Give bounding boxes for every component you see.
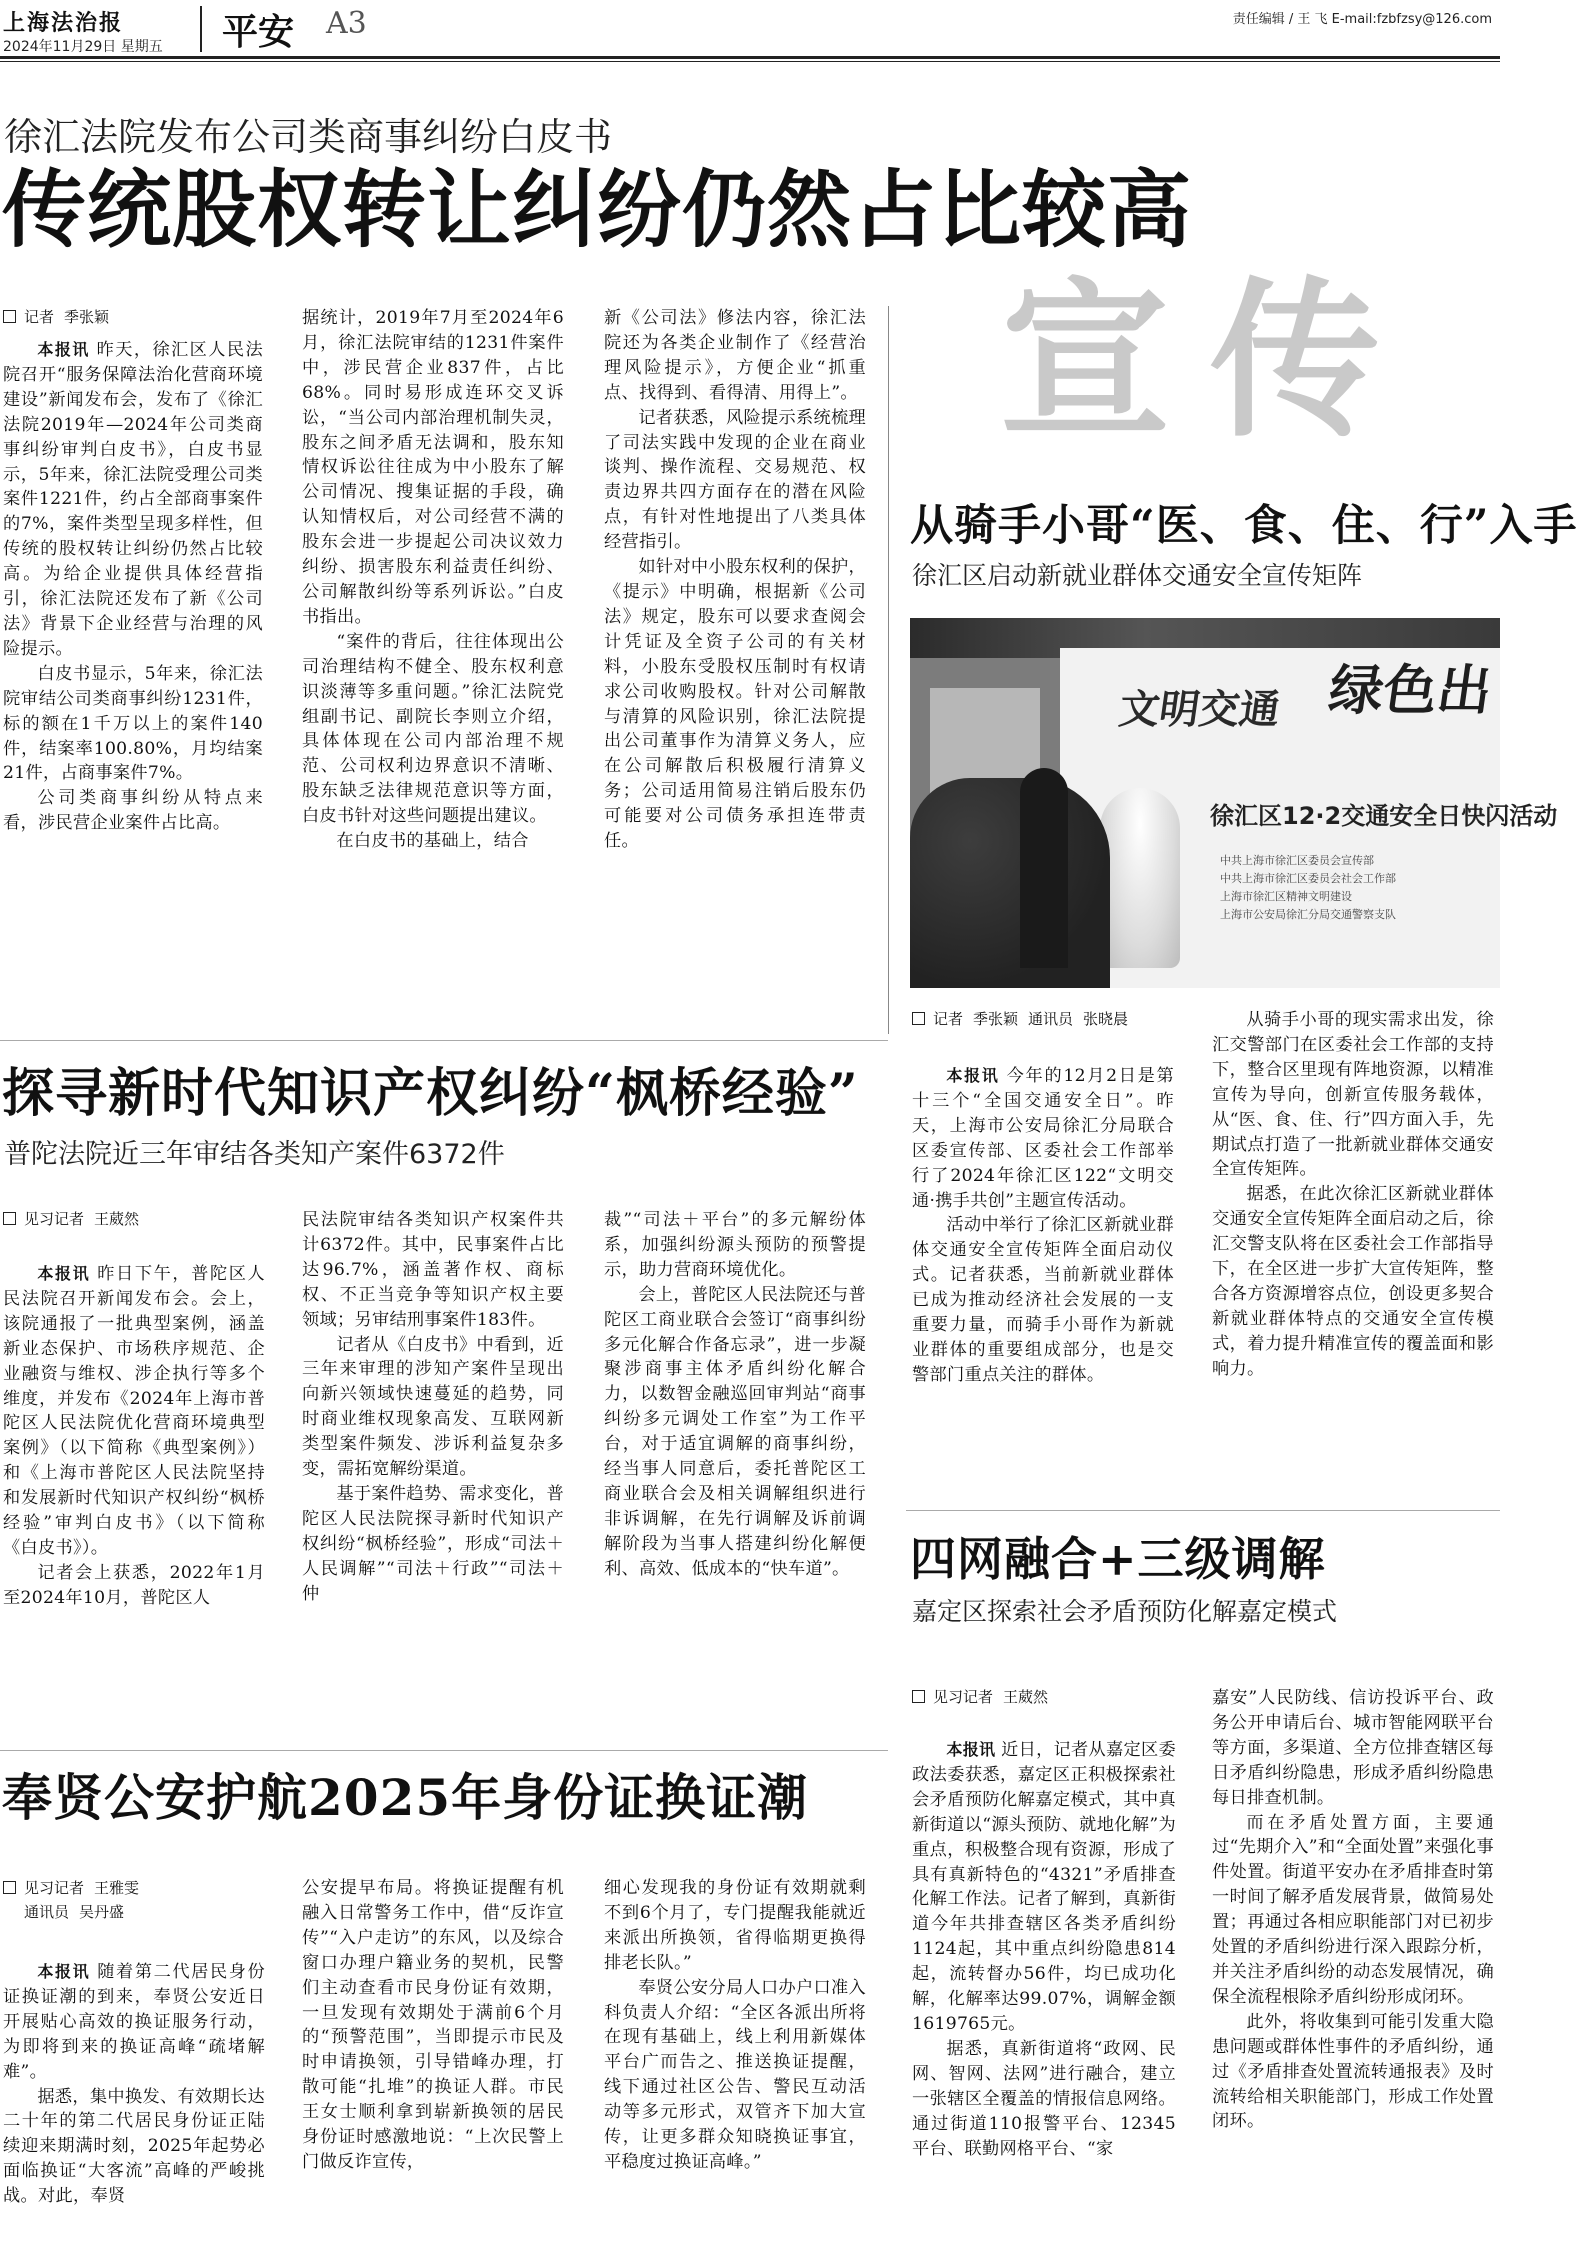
article1-col2 <box>302 306 564 854</box>
paragraph: 记者会上获悉，2022年1月至2024年10月，普陀区人 <box>3 1562 265 1608</box>
paragraph: 奉贤公安分局人口办户口准入科负责人介绍：“全区各派出所将在现有基础上，线上利用新媒体平台广而告之、推送换证提醒，线下通过社区公告、警民互动活动等多元形式，双管齐下加大宣传，让更多群众知晓换证事宜，平稳度过换证高峰。” <box>604 1977 866 2172</box>
byline-box-icon <box>3 310 16 323</box>
paragraph: 据悉，真新街道将“政网、民网、智网、法网”进行融合，建立一张辖区全覆盖的情报信息网络。通过街道110报警平台、12345平台、联勤网格平台、“家 <box>912 2038 1176 2159</box>
byline-label: 见习记者 <box>24 1879 85 1897</box>
masthead-rule <box>0 56 1500 59</box>
paragraph: 基于案件趋势、需求变化，普陀区人民法院探寻新时代知识产权纠纷“枫桥经验”，形成“司法＋人民调解”“司法＋行政”“司法＋仲 <box>302 1483 564 1604</box>
section-rule <box>906 1510 1500 1511</box>
byline-label: 记者 <box>24 308 55 326</box>
photo-people-group <box>910 778 1110 988</box>
byline-name-2: 张晓晨 <box>1083 1010 1129 1028</box>
masthead-page: A3 <box>326 6 367 41</box>
article4-col2 <box>1212 1686 1494 2134</box>
article1-col3 <box>604 306 866 854</box>
organizer-line: 上海市徐汇区精神文明建设 <box>1220 890 1352 903</box>
article4-col1 <box>912 1738 1176 2161</box>
paragraph: 从骑手小哥的现实需求出发，徐汇交警部门在区委社会工作部的支持下，整合区里现有阵地资源，以精准宣传为导向，创新宣传服务载体，从“医、食、住、行”四方面入手，先期试点打造了一批新就业群体交通安全宣传矩阵。 <box>1212 1010 1494 1180</box>
lead-label: 本报讯 <box>37 340 90 359</box>
article2-title: 从骑手小哥“医、食、住、行”入手 <box>910 501 1577 551</box>
paragraph: 嘉安”人民防线、信访投诉平台、政务公开申请后台、城市智能网联平台等方面，多渠道、全方位排查辖区每日矛盾纠纷隐患，形成矛盾纠纷隐患每日排查机制。 <box>1212 1688 1494 1808</box>
paragraph: 民法院审结各类知识产权案件共计6372件。其中，民事案件占比达96.7%，涵盖著作权、商标权、不正当竞争等知识产权主要领域；另审结刑事案件183件。 <box>302 1210 564 1330</box>
article3-subtitle: 普陀法院近三年审结各类知产案件6372件 <box>4 1139 505 1170</box>
paragraph: 据悉，在此次徐汇区新就业群体交通安全宣传矩阵全面启动之后，徐汇交警支队将在区委社会工作部指导下，在全区进一步扩大宣传矩阵，整合各方资源增容点位，创设更多契合新就业群体特点的交通安全宣传模式，着力提升精准宣传的覆盖面和影响力。 <box>1212 1184 1494 1379</box>
paragraph: 活动中举行了徐汇区新就业群体交通安全宣传矩阵全面启动仪式。记者获悉，当前新就业群体已成为推动经济社会发展的一支重要力量，而骑手小哥作为新就业群体的重要组成部分，也是交警部门重点关注的群体。 <box>912 1215 1174 1385</box>
paragraph: 据统计，2019年7月至2024年6月，徐汇法院审结的1231件案件中，涉民营企业837件，占比68%。同时易形成连环交叉诉讼，“当公司内部治理机制失灵，股东之间矛盾无法调和，股东知情权诉讼往往成为中小股东了解公司情况、搜集证据的手段，确认知情权后，对公司经营不满的股东会进一步提起公司决议效力纠纷、损害股东利益责任纠纷、公司解散纠纷等系列诉讼。”白皮书指出。 <box>302 308 564 627</box>
byline-box-icon <box>912 1690 925 1703</box>
article5-title: 奉贤公安护航2025年身份证换证潮 <box>2 1768 809 1827</box>
article1-byline <box>3 306 109 328</box>
paragraph: 公司类商事纠纷从特点来看，涉民营企业案件占比高。 <box>3 788 263 834</box>
byline-name: 王雅雯 <box>94 1879 140 1897</box>
paragraph: 而在矛盾处置方面，主要通过“先期介入”和“全面处置”来强化事件处置。街道平安办在矛盾排查时第一时间了解矛盾发展背景，做简易处置；再通过各相应职能部门对已初步处置的矛盾纠纷进行深入跟踪分析，并关注矛盾纠纷的动态发展情况，确保全流程根除矛盾纠纷形成闭环。 <box>1212 1812 1494 2007</box>
byline-box-icon <box>3 1881 16 1894</box>
article3-col2 <box>302 1208 564 1607</box>
section-rule <box>0 1040 888 1041</box>
article3-col1 <box>3 1262 265 1611</box>
masthead-rule-thin <box>0 61 1500 62</box>
lead-label: 本报讯 <box>37 1962 91 1981</box>
paragraph <box>912 1064 1174 1213</box>
article2-byline <box>912 1008 1128 1030</box>
article3-title: 探寻新时代知识产权纠纷“枫桥经验” <box>2 1063 859 1124</box>
article2-col2 <box>1212 1008 1494 1382</box>
byline-name: 季张颖 <box>973 1010 1019 1028</box>
paragraph <box>912 1738 1176 2037</box>
byline-name: 季张颖 <box>64 308 110 326</box>
banner-char-1: 宣 <box>1000 261 1171 461</box>
byline-box-icon <box>912 1012 925 1025</box>
paragraph: 新《公司法》修法内容，徐汇法院还为各类企业制作了《经营治理风险提示》，方便企业“抓重点、找得到、看得清、用得上”。 <box>604 308 866 403</box>
paragraph: 在白皮书的基础上，结合 <box>336 831 529 852</box>
organizer-line: 中共上海市徐汇区委员会社会工作部 <box>1220 872 1396 885</box>
byline-name: 王葳然 <box>94 1210 140 1228</box>
article1-col1 <box>3 338 263 836</box>
article4-subtitle: 嘉定区探索社会矛盾预防化解嘉定模式 <box>912 1597 1338 1626</box>
photo-sign-3: 徐汇区12·2交通安全日快闪活动 <box>1210 802 1558 830</box>
photo-sign-organizers <box>1220 852 1396 924</box>
article5-col3 <box>604 1876 866 2175</box>
masthead-date: 2024年11月29日 星期五 <box>3 39 163 55</box>
paragraph-text: 随着第二代居民身份证换证潮的到来，奉贤公安近日开展贴心高效的换证服务行动，为即将到来的换证高峰“疏堵解难”。 <box>3 1962 266 2082</box>
article1-title: 传统股权转让纠纷仍然占比较高 <box>2 160 1193 259</box>
paragraph: 白皮书显示，5年来，徐汇法院审结公司类商事纠纷1231件，标的额在1千万以上的案件140件，结案率100.80%，月均结案21件，占商事案件7%。 <box>3 663 263 784</box>
paragraph: 记者从《白皮书》中看到，近三年来审理的涉知产案件呈现出向新兴领域快速蔓延的趋势，同时商业维权现象高发、互联网新类型案件频发、涉诉利益复杂多变，需拓宽解纷渠道。 <box>302 1334 564 1480</box>
article2-subtitle: 徐汇区启动新就业群体交通安全宣传矩阵 <box>912 561 1363 590</box>
paragraph: 公安提早布局。将换证提醒有机融入日常警务工作中，借“反诈宣传”“入户走访”的东风，以及综合窗口办理户籍业务的契机，民警们主动查看市民身份证有效期，一旦发现有效期处于满前6个月的“预警范围”，当即提示市民及时申请换领，引导错峰办理，打散可能“扎堆”的换证人群。市民王女士顺利拿到崭新换领的居民身份证时感激地说：“上次民警上门做反诈宣传， <box>302 1878 564 2172</box>
article4-title: 四网融合+三级调解 <box>910 1532 1326 1586</box>
byline-label: 记者 <box>933 1010 964 1028</box>
masthead-logo: 上海法治报 <box>3 10 124 36</box>
lead-label: 本报讯 <box>37 1264 91 1283</box>
article2-photo <box>910 618 1558 988</box>
article4-byline <box>912 1686 1048 1708</box>
paragraph: 如针对中小股东权利的保护，《提示》中明确，根据新《公司法》规定，股东可以要求查阅会计凭证及全资子公司的有关材料，小股东受股权压制时有权请求公司收购股权。针对公司解散与清算的风险识别，徐汇法院提出公司董事作为清算义务人，应在公司解散后积极履行清算义务；公司适用简易注销后股东仍可能要对公司债务承担连带责任。 <box>604 557 866 852</box>
lead-label: 本报讯 <box>946 1066 1000 1085</box>
article2-col1 <box>912 1064 1174 1388</box>
section-rule <box>0 1750 888 1751</box>
byline-label-2: 通讯员 <box>1028 1010 1074 1028</box>
paragraph: 会上，普陀区人民法院还与普陀区工商业联合会签订“商事纠纷多元化解合作备忘录”，进一步凝聚涉商事主体矛盾纠纷化解合力，以数智金融巡回审判站“商事纠纷多元调处工作室”为工作平台，对于适宜调解的商事纠纷，经当事人同意后，委托普陀区工商业联合会及相关调解组织进行非诉调解，在先行调解及诉前调解阶段为当事人搭建纠纷化解便利、高效、低成本的“快车道”。 <box>604 1284 866 1579</box>
article5-col2 <box>302 1876 564 2175</box>
paragraph-text: 近日，记者从嘉定区委政法委获悉，嘉定区正积极探索社会矛盾预防化解嘉定模式，其中真新街道以“源头预防、就地化解”为重点，积极整合现有资源，形成了具有真新特色的“4321”矛盾排查化解工作法。记者了解到，真新街道今年共排查辖区各类矛盾纠纷1124起，其中重点纠纷隐患814起，流转督办56件，均已成功化解，化解率达99.07%，调解金额1619765元。 <box>912 1740 1177 2034</box>
paragraph: 此外，将收集到可能引发重大隐患问题或群体性事件的矛盾纠纷，通过《矛盾排查处置流转通报表》及时流转给相关职能部门，形成工作处置闭环。 <box>1212 2011 1494 2132</box>
photo-person-police <box>1020 768 1068 968</box>
byline-box-icon <box>3 1212 16 1225</box>
article3-col3 <box>604 1208 866 1582</box>
byline-name: 王葳然 <box>1003 1688 1049 1706</box>
article1-kicker: 徐汇法院发布公司类商事纠纷白皮书 <box>4 115 613 159</box>
masthead-section: 平安 <box>222 12 295 53</box>
paragraph <box>3 1960 265 2085</box>
byline-name-2: 吴丹盛 <box>79 1903 125 1921</box>
paragraph-text: 昨天，徐汇区人民法院召开“服务保障法治化营商环境建设”新闻发布会，发布了《徐汇法院2019年—2024年公司类商事纠纷审判白皮书》，白皮书显示，5年来，徐汇法院受理公司类案件1221件，约占全部商事案件的7%，案件类型呈现多样性，但传统的股权转让纠纷仍然占比较高。为给企业提供具体经营指引，徐汇法院还发布了新《公司法》背景下企业经营与治理的风险提示。 <box>3 340 264 659</box>
byline-label: 见习记者 <box>933 1688 994 1706</box>
byline-label-2: 通讯员 <box>24 1903 70 1921</box>
paragraph <box>3 338 263 662</box>
article3-byline <box>3 1208 139 1230</box>
masthead-divider <box>200 6 202 52</box>
paragraph: 记者获悉，风险提示系统梳理了司法实践中发现的企业在商业谈判、操作流程、交易规范、权责边界共四方面存在的潜在风险点，有针对性地提出了八类具体经营指引。 <box>604 407 866 553</box>
byline-label: 见习记者 <box>24 1210 85 1228</box>
photo-balloon-stand <box>1100 788 1180 968</box>
paragraph: “案件的背后，往往体现出公司治理结构不健全、股东权利意识淡薄等多重问题。”徐汇法院党组副书记、副院长李则立介绍，具体体现在公司内部治理不规范、公司权利边界意识不清晰、股东缺乏法律规范意识等方面，白皮书针对这些问题提出建议。 <box>302 631 564 827</box>
banner-char-2: 传 <box>1210 261 1381 461</box>
lead-label: 本报讯 <box>946 1740 996 1759</box>
paragraph <box>3 1262 265 1561</box>
photo-sign-1: 文明交通 <box>1116 687 1283 733</box>
article5-col1 <box>3 1960 265 2209</box>
paragraph: 据悉，集中换发、有效期长达二十年的第二代居民身份证正陆续迎来期满时刻，2025年起势必面临换证“大客流”高峰的严峻挑战。对此，奉贤 <box>3 2086 265 2207</box>
paragraph-text: 今年的12月2日是第十三个“全国交通安全日”。昨天，上海市公安局徐汇分局联合区委宣传部、区委社会工作部举行了2024年徐汇区122“文明交通·携手共创”主题宣传活动。 <box>912 1066 1174 1211</box>
organizer-line: 中共上海市徐汇区委员会宣传部 <box>1220 854 1374 867</box>
masthead-editor: 责任编辑 / 王 飞 E-mail:fzbfzsy@126.com <box>1232 12 1492 27</box>
paragraph-text: 昨日下午，普陀区人民法院召开新闻发布会。会上，该院通报了一批典型案例，涵盖新业态保护、市场秩序规范、企业融资与维权、涉企执行等多个维度，并发布《2024年上海市普陀区人民法院优化营商环境典型案例》（以下简称《典型案例》）和《上海市普陀区人民法院坚持和发展新时代知识产权纠纷“枫桥经验”审判白皮书》（以下简称《白皮书》）。 <box>3 1264 266 1558</box>
paragraph: 细心发现我的身份证有效期就剩不到6个月了，专门提醒我能就近来派出所换领，省得临期更换得排老长队。” <box>604 1878 866 1973</box>
article5-byline <box>3 1876 139 1924</box>
photo-sign-2: 绿色出 <box>1325 659 1496 722</box>
paragraph: 裁”“司法＋平台”的多元解纷体系，加强纠纷源头预防的预警提示，助力营商环境优化。 <box>604 1210 866 1280</box>
column-divider <box>888 306 889 1034</box>
organizer-line: 上海市公安局徐汇分局交通警察支队 <box>1220 908 1396 921</box>
